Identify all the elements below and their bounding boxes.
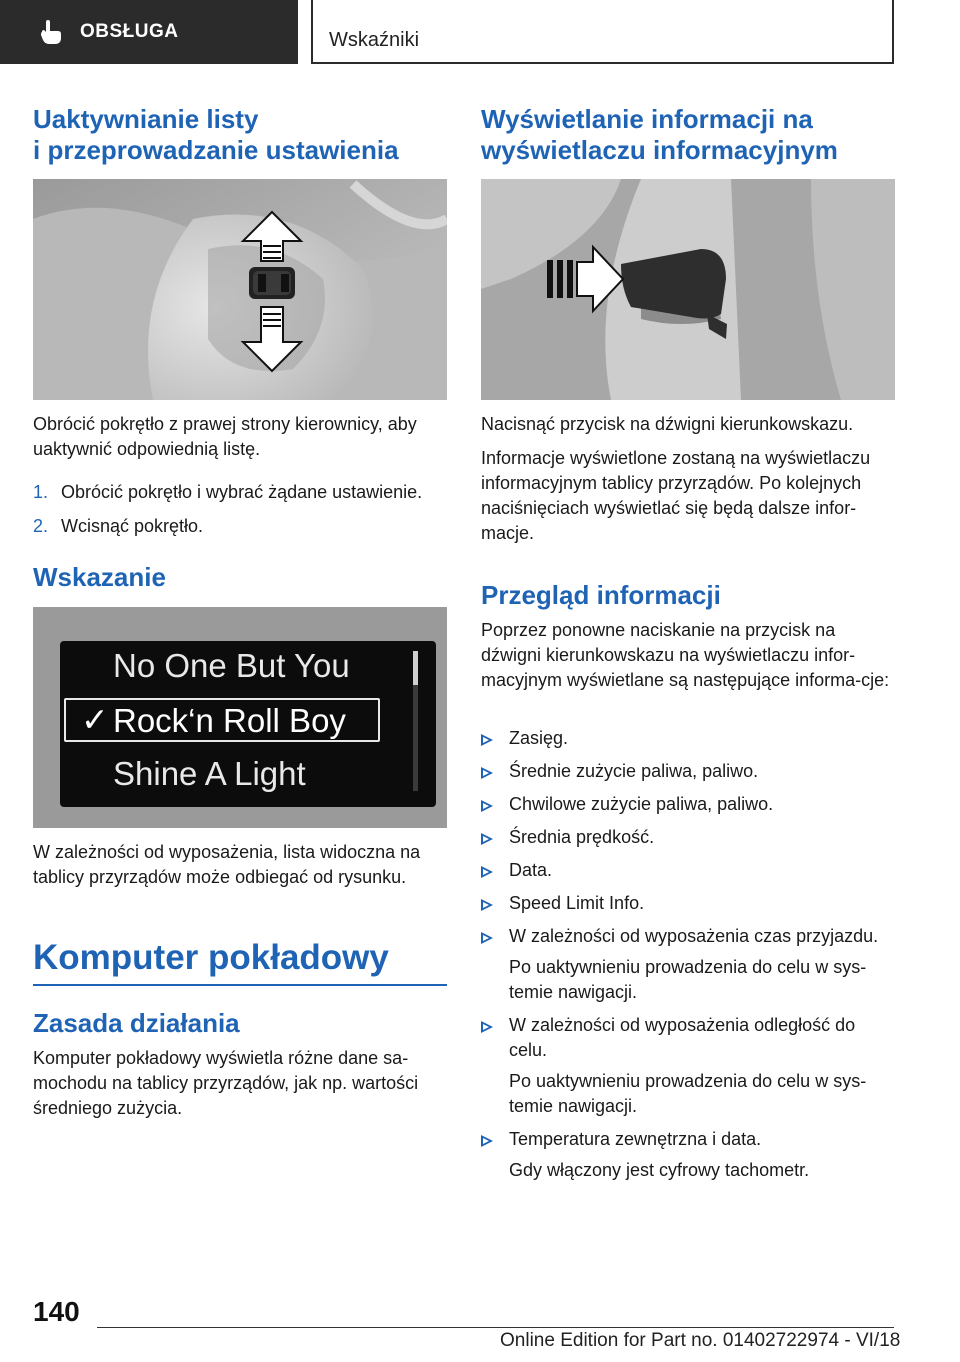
section-tab	[0, 0, 298, 64]
list-item	[481, 1013, 895, 1119]
display-list-item-selected: Rock‘n Roll Boy	[113, 702, 346, 739]
chapter-title: Wskaźniki	[329, 29, 420, 51]
hand-pointer-icon	[40, 19, 62, 45]
steering-wheel-roller-image	[33, 179, 447, 400]
heading-activate-list: Uaktywnianie listy i przeprowadzanie ustawienia	[33, 104, 399, 165]
bullet-text: Temperatura zewnętrzna i data.	[509, 1129, 762, 1149]
list-item	[481, 759, 895, 784]
step-number: 2.	[33, 516, 49, 536]
step-list	[33, 480, 447, 548]
list-item	[481, 825, 895, 850]
page-number: 140	[33, 1296, 80, 1327]
activate-text: Obrócić pokrętło z prawej strony kierownicy, aby uaktywnić odpowiednią listę.	[33, 414, 417, 459]
display-list-image	[33, 607, 447, 828]
list-item	[33, 480, 447, 505]
list-item	[481, 1127, 895, 1183]
footer-rule	[97, 1327, 894, 1328]
list-item	[481, 891, 895, 916]
chapter-heading: Komputer pokładowy	[33, 938, 389, 977]
display-list-item: No One But You	[113, 647, 350, 684]
bullet-text: Chwilowe zużycie paliwa, paliwo.	[509, 794, 774, 814]
display-text: W zależności od wyposażenia, lista widoczna na tablicy przyrządów może odbiegać od rysunku.	[33, 842, 421, 887]
bullet-text: Zasięg.	[509, 728, 569, 748]
bullet-text: Średnie zużycie paliwa, paliwo.	[509, 761, 759, 781]
edition-info: Online Edition for Part no. 01402722974 - VI/18	[500, 1330, 901, 1351]
bullet-arrow-icon	[481, 833, 493, 845]
list-item	[481, 858, 895, 883]
bullet-arrow-icon	[481, 1021, 493, 1033]
heading-principle: Zasada działania	[33, 1008, 240, 1038]
show-text-1: Nacisnąć przycisk na dźwigni kierunkowskazu.	[481, 414, 854, 434]
chapter-header	[311, 0, 894, 64]
bullet-arrow-icon	[481, 734, 493, 746]
bullet-text: Data.	[509, 860, 553, 880]
bullet-subtext: Po uaktywnieniu prowadzenia do celu w sys-temie nawigacji.	[509, 1071, 867, 1116]
list-item	[481, 726, 895, 751]
display-list-item: Shine A Light	[113, 755, 306, 792]
overview-text: Poprzez ponowne naciskanie na przycisk na dźwigni kierunkowskazu na wyświetlaczu infor-macyjnym wyświetlane są następujące informa-cje:	[481, 620, 890, 690]
bullet-text: Średnia prędkość.	[509, 827, 655, 847]
bullet-arrow-icon	[481, 800, 493, 812]
bullet-subtext: Po uaktywnieniu prowadzenia do celu w sys-temie nawigacji.	[509, 957, 867, 1002]
checkmark-icon: ✓	[81, 701, 109, 738]
step-number: 1.	[33, 482, 49, 502]
info-bullet-list	[481, 726, 895, 1191]
chapter-rule	[33, 984, 447, 986]
bullet-arrow-icon	[481, 1135, 493, 1147]
heading-show-info: Wyświetlanie informacji na wyświetlaczu informacyjnym	[481, 104, 838, 165]
list-item	[33, 514, 447, 539]
step-text: Wcisnąć pokrętło.	[61, 516, 204, 536]
bullet-text: Speed Limit Info.	[509, 893, 645, 913]
step-text: Obrócić pokrętło i wybrać żądane ustawienie.	[61, 482, 423, 502]
bullet-text: W zależności od wyposażenia odległość do celu.	[509, 1015, 856, 1060]
list-item	[481, 792, 895, 817]
bullet-arrow-icon	[481, 767, 493, 779]
bullet-arrow-icon	[481, 899, 493, 911]
show-text-2: Informacje wyświetlone zostaną na wyświetlaczu informacyjnym tablicy przyrządów. Po kolejnych naciśnięciach wyświetlać się będą dalsze infor-macje.	[481, 448, 871, 543]
bullet-subtext: Gdy włączony jest cyfrowy tachometr.	[509, 1160, 810, 1180]
principle-text: Komputer pokładowy wyświetla różne dane sa-mochodu na tablicy przyrządów, jak np. wartości średniego zużycia.	[33, 1048, 419, 1118]
list-item	[481, 924, 895, 1005]
bullet-arrow-icon	[481, 866, 493, 878]
section-label: OBSŁUGA	[80, 21, 179, 42]
heading-overview: Przegląd informacji	[481, 580, 721, 610]
bullet-text: W zależności od wyposażenia czas przyjazdu.	[509, 926, 879, 946]
heading-display: Wskazanie	[33, 562, 166, 592]
bullet-arrow-icon	[481, 932, 493, 944]
turn-signal-lever-image	[481, 179, 895, 400]
